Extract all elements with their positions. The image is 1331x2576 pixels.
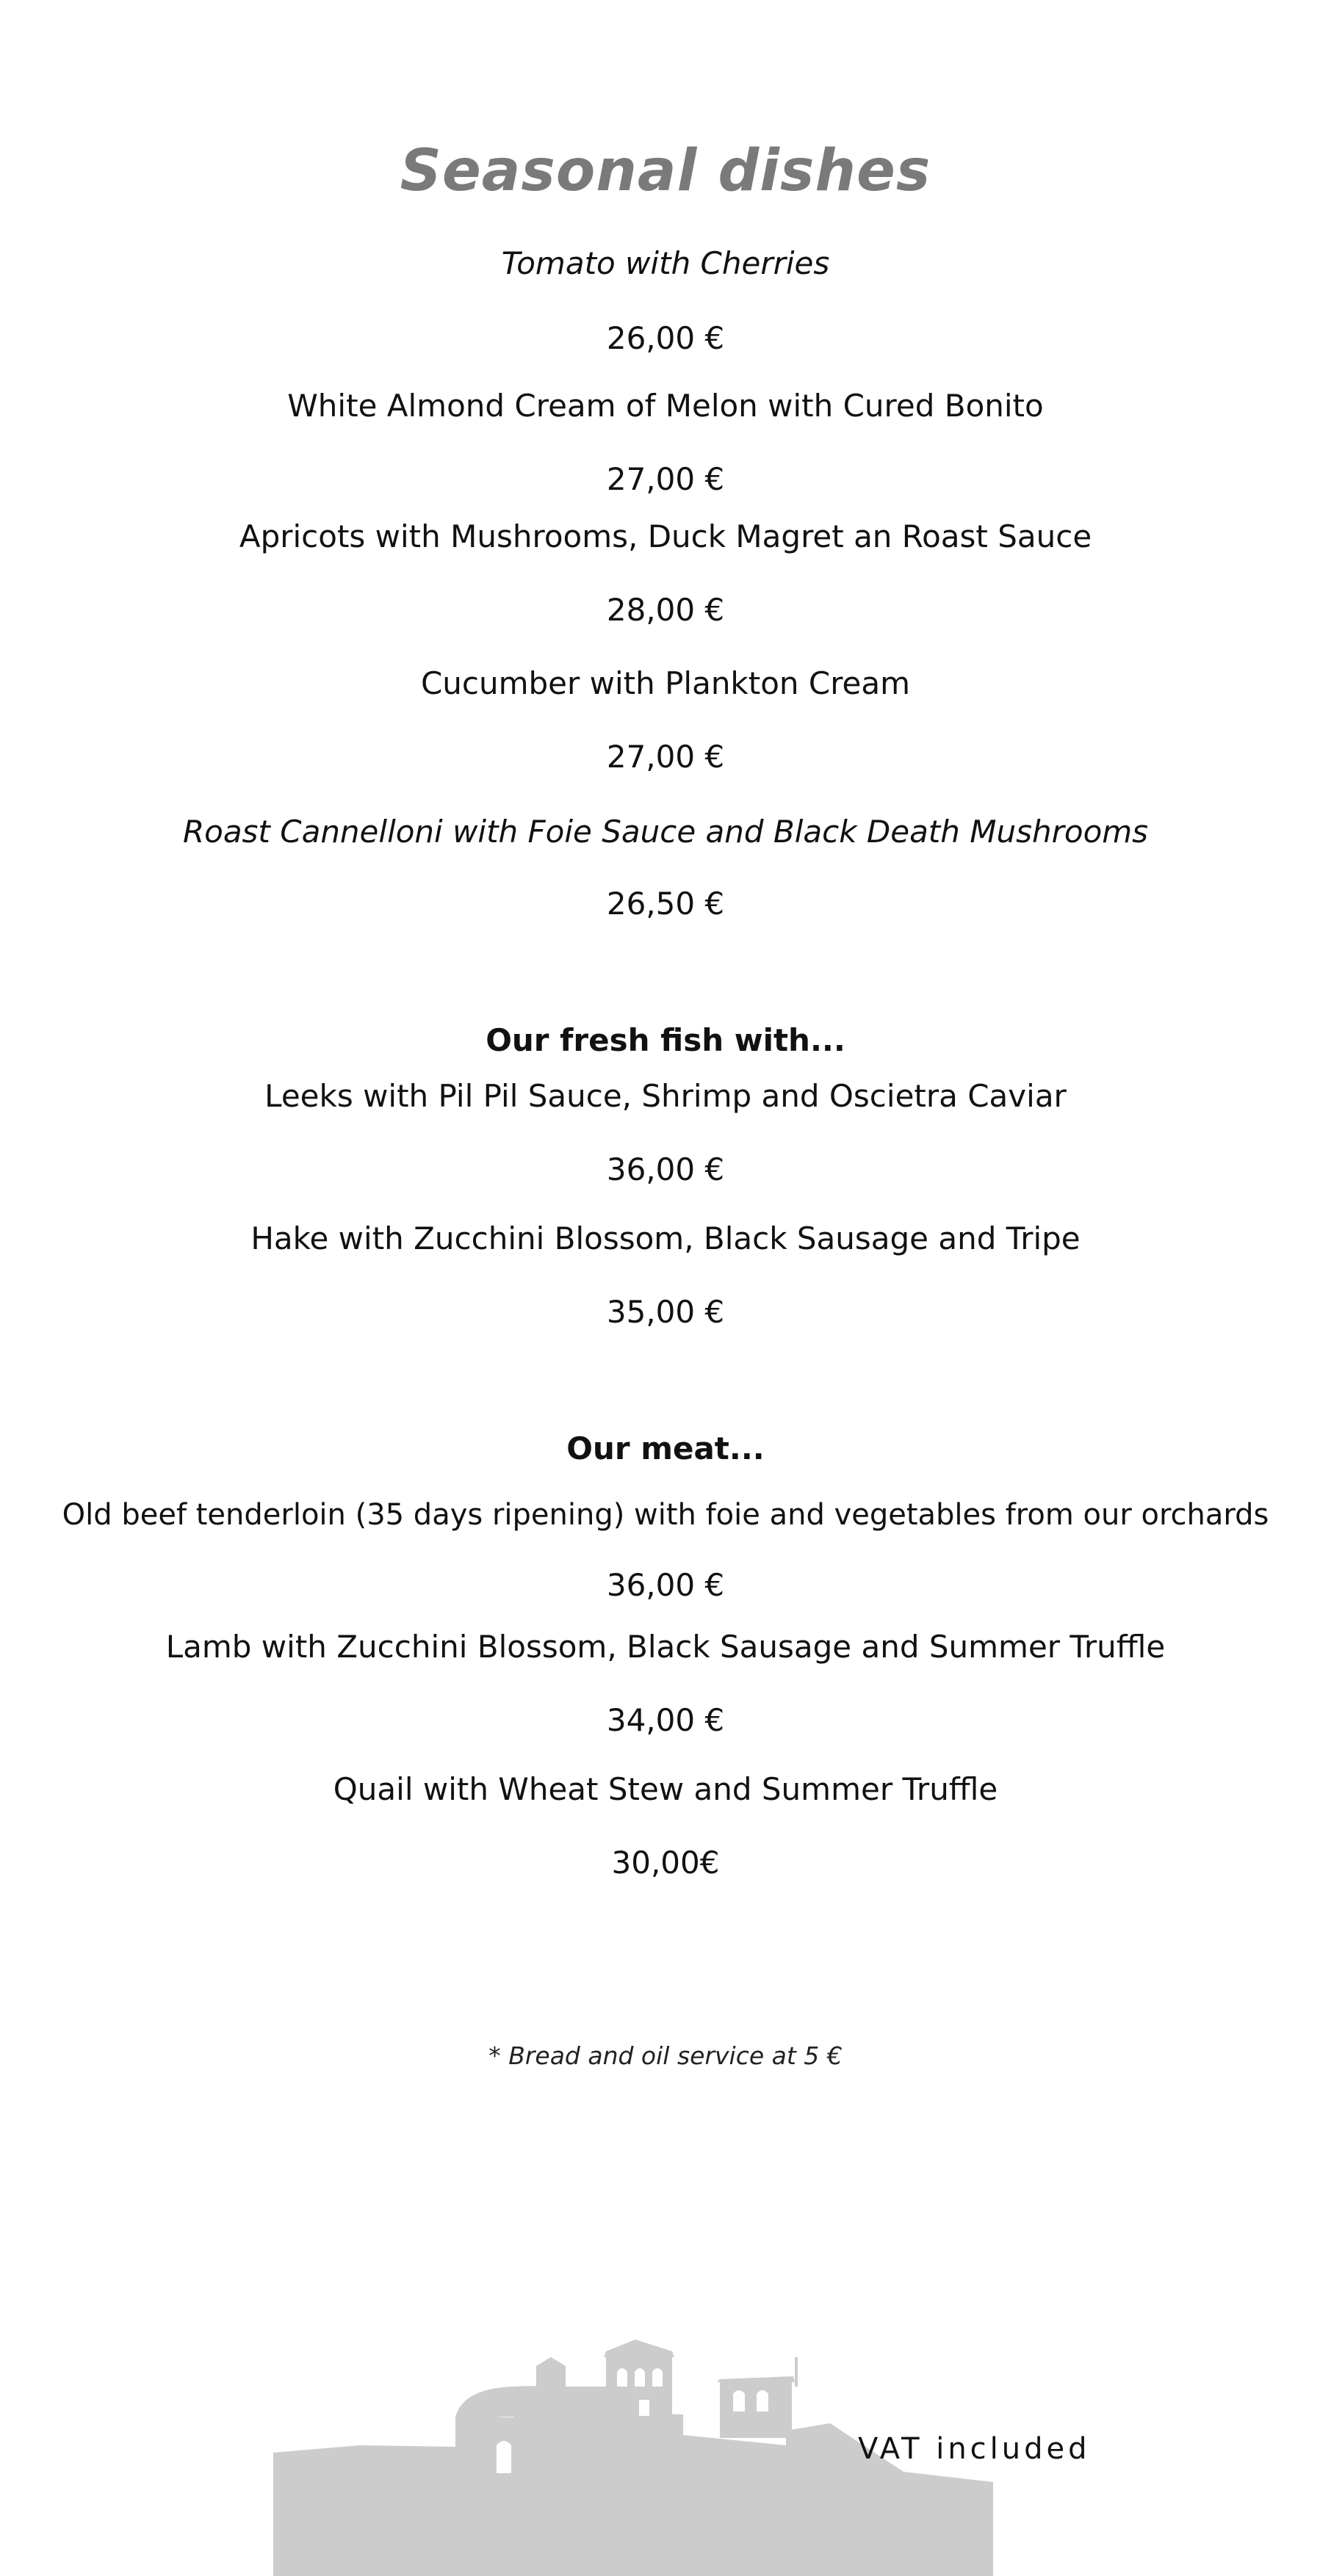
- vat-note: VAT included: [858, 2432, 1091, 2466]
- dish-price: 26,00 €: [606, 320, 725, 356]
- dish-price: 36,00 €: [606, 1567, 725, 1603]
- dish-price: 36,00 €: [606, 1151, 725, 1187]
- dish-name: Old beef tenderloin (35 days ripening) with foie and vegetables from our orchards: [62, 1498, 1269, 1532]
- bread-service-note: * Bread and oil service at 5 €: [488, 2041, 843, 2070]
- dish-name: Leeks with Pil Pil Sauce, Shrimp and Oscietra Caviar: [264, 1078, 1067, 1114]
- dish-price: 27,00 €: [606, 739, 725, 775]
- dish-price: 35,00 €: [606, 1294, 725, 1330]
- meat-section-heading: Our meat...: [566, 1430, 765, 1466]
- dish-name: Hake with Zucchini Blossom, Black Sausage and Tripe: [250, 1220, 1081, 1256]
- dish-price: 28,00 €: [606, 592, 725, 628]
- dish-name: Quail with Wheat Stew and Summer Truffle: [333, 1771, 998, 1807]
- dish-name: Lamb with Zucchini Blossom, Black Sausage and Summer Truffle: [165, 1629, 1166, 1665]
- fish-section-heading: Our fresh fish with...: [486, 1022, 845, 1058]
- dish-name: Tomato with Cherries: [501, 245, 830, 281]
- dish-price: 34,00 €: [606, 1702, 725, 1738]
- dish-price: 27,00 €: [606, 461, 725, 497]
- dish-name: Cucumber with Plankton Cream: [420, 665, 911, 701]
- menu-title: Seasonal dishes: [400, 138, 931, 204]
- dish-name: Roast Cannelloni with Foie Sauce and Black Death Mushrooms: [182, 814, 1149, 850]
- dish-name: Apricots with Mushrooms, Duck Magret an Roast Sauce: [239, 518, 1092, 554]
- dish-price: 30,00€: [611, 1845, 720, 1881]
- dish-name: White Almond Cream of Melon with Cured Bonito: [287, 388, 1044, 424]
- dish-price: 26,50 €: [606, 886, 725, 922]
